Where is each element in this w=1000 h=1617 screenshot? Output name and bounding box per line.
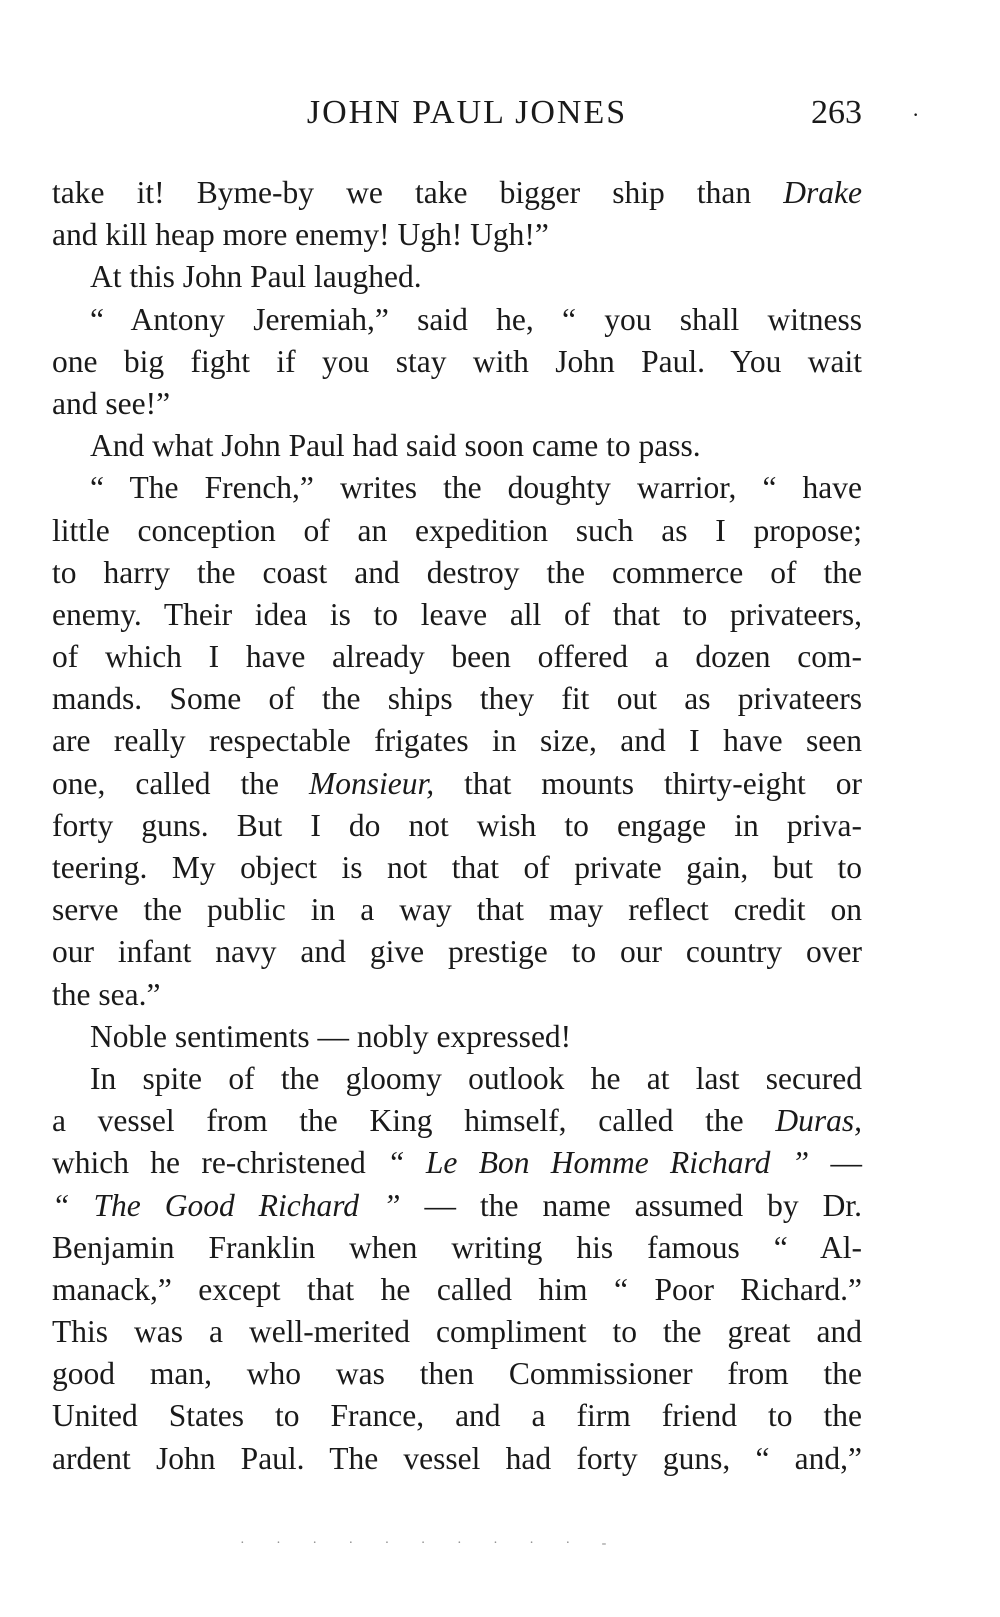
text-line: “ The Good Richard ” — the name assumed by Dr. xyxy=(52,1187,862,1223)
text-line: “ The French,” writes the doughty warrior, “ have xyxy=(90,470,862,506)
text-line: are really respectable frigates in size, and I have seen xyxy=(52,723,862,759)
text-line: At this John Paul laughed. xyxy=(90,259,422,295)
text-line: ardent John Paul. The vessel had forty guns, “ and,” xyxy=(52,1440,862,1476)
text-line: and kill heap more enemy! Ugh! Ugh!” xyxy=(52,217,549,253)
text-line: serve the public in a way that may reflect credit on xyxy=(52,892,862,928)
text-line: and see!” xyxy=(52,385,171,421)
text-line: the sea.” xyxy=(52,976,161,1012)
text-line: of which I have already been offered a dozen com- xyxy=(52,639,862,675)
text-line: enemy. Their idea is to leave all of that to privateers, xyxy=(52,596,862,632)
footer-marks: · · · · · · · · · · - xyxy=(240,1536,621,1551)
text-line: This was a well-merited compliment to the great and xyxy=(52,1314,862,1350)
text-line: In spite of the gloomy outlook he at last secured xyxy=(90,1060,862,1096)
text-line: mands. Some of the ships they fit out as privateers xyxy=(52,681,862,717)
text-line: teering. My object is not that of private gain, but to xyxy=(52,850,862,885)
text-line: take it! Byme-by we take bigger ship than Drake xyxy=(52,175,862,210)
text-line: little conception of an expedition such as I propose; xyxy=(52,512,862,548)
body-text xyxy=(52,172,862,1480)
text-line: United States to France, and a firm friend to the xyxy=(52,1398,862,1434)
page-number: 263 xyxy=(811,94,862,131)
text-line: one big fight if you stay with John Paul. You wait xyxy=(52,343,862,379)
text-line: “ Antony Jeremiah,” said he, “ you shall witness xyxy=(90,301,862,337)
text-line: to harry the coast and destroy the commerce of the xyxy=(52,554,862,590)
text-line: good man, who was then Commissioner from the xyxy=(52,1356,862,1392)
running-title: JOHN PAUL JONES xyxy=(306,94,628,131)
text-line: which he re-christened “ Le Bon Homme Richard ” — xyxy=(52,1145,862,1181)
text-line: manack,” except that he called him “ Poor Richard.” xyxy=(52,1271,862,1307)
running-head xyxy=(52,88,862,138)
text-line: our infant navy and give prestige to our country over xyxy=(52,934,862,970)
text-line: a vessel from the King himself, called the Duras, xyxy=(52,1103,862,1139)
header-mark: · xyxy=(912,102,920,127)
text-line: Noble sentiments — nobly expressed! xyxy=(90,1018,572,1054)
text-line: And what John Paul had said soon came to pass. xyxy=(90,428,701,464)
text-line: Benjamin Franklin when writing his famous “ Al- xyxy=(52,1229,862,1265)
text-line: forty guns. But I do not wish to engage in priva- xyxy=(52,807,862,843)
text-line: one, called the Monsieur, that mounts thirty-eight or xyxy=(52,765,862,801)
